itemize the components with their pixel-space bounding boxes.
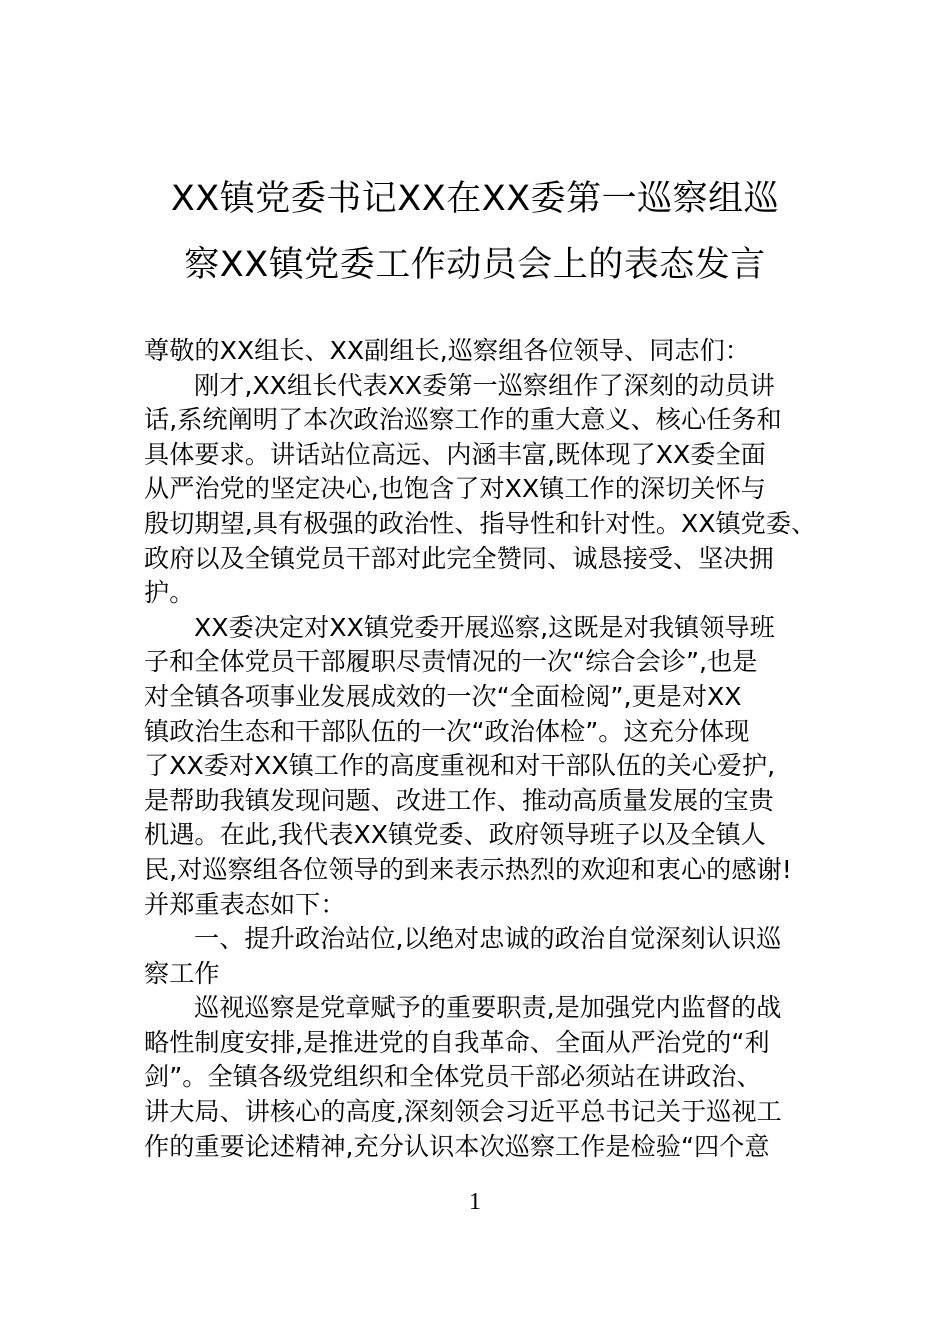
body-line: 讲大局、讲核心的高度,深刻领会习近平总书记关于巡视工	[144, 1097, 782, 1127]
body-line: 察工作	[144, 958, 220, 988]
body-line: 剑”。全镇各级党组织和全体党员干部必须站在讲政治、	[144, 1062, 762, 1092]
body-line: 话,系统阐明了本次政治巡察工作的重大意义、核心任务和	[144, 405, 782, 435]
body-line: 具体要求。讲话站位高远、内涵丰富,既体现了XX委全面	[144, 439, 766, 469]
document-title	[100, 166, 850, 298]
page-number: 1	[469, 1189, 481, 1215]
title-line-1: XX镇党委书记XX在XX委第一巡察组巡	[170, 179, 780, 219]
body-line: 子和全体党员干部履职尽责情况的一次“综合会诊”,也是	[144, 647, 758, 677]
body-line: 殷切期望,具有极强的政治性、指导性和针对性。XX镇党委、	[144, 508, 817, 538]
body-line: 民,对巡察组各位领导的到来表示热烈的欢迎和衷心的感谢!	[144, 854, 792, 884]
body-line: 尊敬的XX组长、XX副组长,巡察组各位领导、同志们：	[144, 336, 750, 365]
body-line: 巡视巡察是党章赋予的重要职责,是加强党内监督的战	[194, 993, 782, 1023]
body-line: 镇政治生态和干部队伍的一次“政治体检”。这充分体现	[144, 716, 750, 746]
body-line: 略性制度安排,是推进党的自我革命、全面从严治党的“利	[144, 1027, 770, 1057]
body-line: 政府以及全镇党员干部对此完全赞同、诚恳接受、坚决拥	[144, 543, 774, 573]
body-line: 对全镇各项事业发展成效的一次“全面检阅”,更是对XX	[144, 681, 742, 711]
body-line: 并郑重表态如下：	[144, 889, 346, 919]
document-body	[144, 334, 820, 1164]
body-line: 了XX委对XX镇工作的高度重视和对干部队伍的关心爱护,	[144, 751, 776, 781]
body-line: 是帮助我镇发现问题、改进工作、推动高质量发展的宝贵	[144, 785, 774, 815]
body-line: XX委决定对XX镇党委开展巡察,这既是对我镇领导班	[194, 612, 775, 642]
body-line: 从严治党的坚定决心,也饱含了对XX镇工作的深切关怀与	[144, 474, 766, 504]
body-line: 护。	[144, 578, 195, 608]
body-line: 作的重要论述精神,充分认识本次巡察工作是检验“四个意	[144, 1131, 770, 1161]
body-line: 刚才,XX组长代表XX委第一巡察组作了深刻的动员讲	[194, 370, 775, 400]
title-line-2: 察XX镇党委工作动员会上的表态发言	[184, 245, 766, 285]
body-line: 一、提升政治站位,以绝对忠诚的政治自觉深刻认识巡	[194, 924, 782, 954]
body-line: 机遇。在此,我代表XX镇党委、政府领导班子以及全镇人	[144, 820, 766, 850]
